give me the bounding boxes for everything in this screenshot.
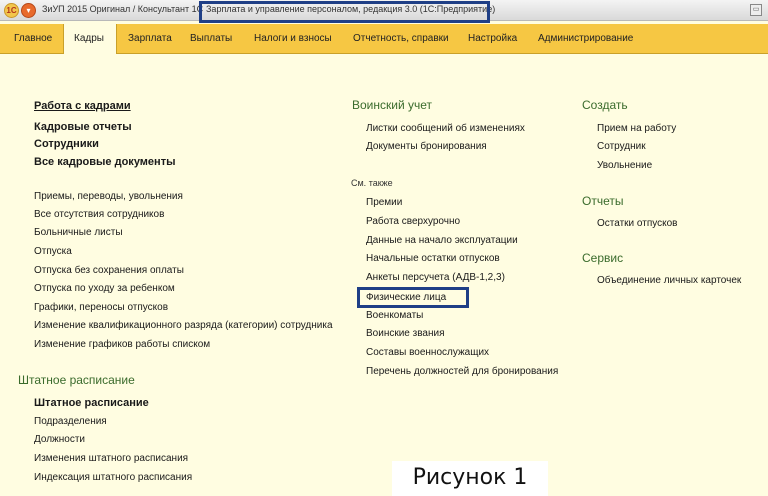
link-staffing-changes[interactable]: Изменения штатного расписания — [34, 453, 189, 464]
group-service: Сервис — [582, 251, 624, 265]
figure-caption: Рисунок 1 — [392, 461, 548, 496]
link-staffing-table[interactable]: Штатное расписание — [34, 397, 149, 409]
individuals-highlight-frame — [357, 287, 469, 308]
link-parental-leave[interactable]: Отпуска по уходу за ребенком — [34, 283, 175, 294]
main-menu-icon[interactable]: ▾ — [21, 3, 36, 18]
link-departments[interactable]: Подразделения — [34, 416, 107, 427]
group-reports: Отчеты — [582, 194, 624, 208]
link-unpaid-vacations[interactable]: Отпуска без сохранения оплаты — [34, 265, 184, 276]
group-staffing: Штатное расписание — [18, 373, 135, 387]
link-hr-work[interactable]: Работа с кадрами — [34, 100, 131, 112]
link-qualification-change[interactable]: Изменение квалификационного разряда (категории) сотрудника — [34, 320, 333, 331]
link-military-ranks[interactable]: Воинские звания — [366, 328, 445, 339]
link-sick-leaves[interactable]: Больничные листы — [34, 227, 123, 238]
link-vacation-schedules[interactable]: Графики, переносы отпусков — [34, 302, 169, 313]
link-vacation-balances-report[interactable]: Остатки отпусков — [597, 218, 678, 229]
link-create-employee[interactable]: Сотрудник — [597, 141, 646, 152]
group-create: Создать — [582, 98, 628, 112]
window-titlebar — [0, 0, 768, 21]
link-military-compositions[interactable]: Составы военнослужащих — [366, 347, 490, 358]
title-highlight-frame — [199, 1, 490, 23]
section-tab-settings[interactable]: Настройка — [468, 33, 518, 44]
link-positions[interactable]: Должности — [34, 434, 86, 445]
section-tab-reporting[interactable]: Отчетность, справки — [353, 33, 449, 44]
sections-panel — [0, 24, 768, 54]
restore-window-icon[interactable]: ▭ — [750, 4, 762, 16]
app-logo-icon: 1С — [4, 3, 19, 18]
link-merge-personal-cards[interactable]: Объединение личных карточек — [597, 275, 742, 286]
link-create-dismissal[interactable]: Увольнение — [597, 160, 653, 171]
link-hires-transfers[interactable]: Приемы, переводы, увольнения — [34, 191, 183, 202]
link-create-hire[interactable]: Прием на работу — [597, 123, 677, 134]
section-tab-main[interactable]: Главное — [14, 33, 53, 44]
link-initial-vacation-balances[interactable]: Начальные остатки отпусков — [366, 253, 500, 264]
section-tab-taxes[interactable]: Налоги и взносы — [254, 33, 332, 44]
link-staffing-indexation[interactable]: Индексация штатного расписания — [34, 472, 193, 483]
group-military: Воинский учет — [352, 98, 433, 112]
link-overtime[interactable]: Работа сверхурочно — [366, 216, 461, 227]
section-tab-admin[interactable]: Администрирование — [538, 33, 634, 44]
link-all-hr-documents[interactable]: Все кадровые документы — [34, 156, 176, 168]
link-all-absences[interactable]: Все отсутствия сотрудников — [34, 209, 165, 220]
link-individuals[interactable]: Физические лица — [366, 292, 447, 303]
link-change-notices[interactable]: Листки сообщений об изменениях — [366, 123, 525, 134]
link-pension-forms[interactable]: Анкеты персучета (АДВ-1,2,3) — [366, 272, 505, 283]
link-military-offices[interactable]: Военкоматы — [366, 310, 424, 321]
see-also-label: См. также — [351, 178, 393, 188]
link-work-schedule-change[interactable]: Изменение графиков работы списком — [34, 339, 211, 350]
link-vacations[interactable]: Отпуска — [34, 246, 72, 257]
base-name: ЗиУП 2015 Оригинал / Консультант 1С — [42, 4, 204, 14]
link-hr-reports[interactable]: Кадровые отчеты — [34, 121, 132, 133]
section-tab-salary[interactable]: Зарплата — [128, 33, 172, 44]
link-employees[interactable]: Сотрудники — [34, 138, 99, 150]
window-title: Зарплата и управление персоналом, редакция 3.0 (1С:Предприятие) — [206, 4, 496, 14]
section-tab-hr[interactable]: Кадры — [63, 24, 117, 54]
link-reservation-positions[interactable]: Перечень должностей для бронирования — [366, 366, 559, 377]
link-reservation-documents[interactable]: Документы бронирования — [366, 141, 487, 152]
link-initial-data[interactable]: Данные на начало эксплуатации — [366, 235, 518, 246]
link-bonuses[interactable]: Премии — [366, 197, 403, 208]
section-tab-payments[interactable]: Выплаты — [190, 33, 233, 44]
